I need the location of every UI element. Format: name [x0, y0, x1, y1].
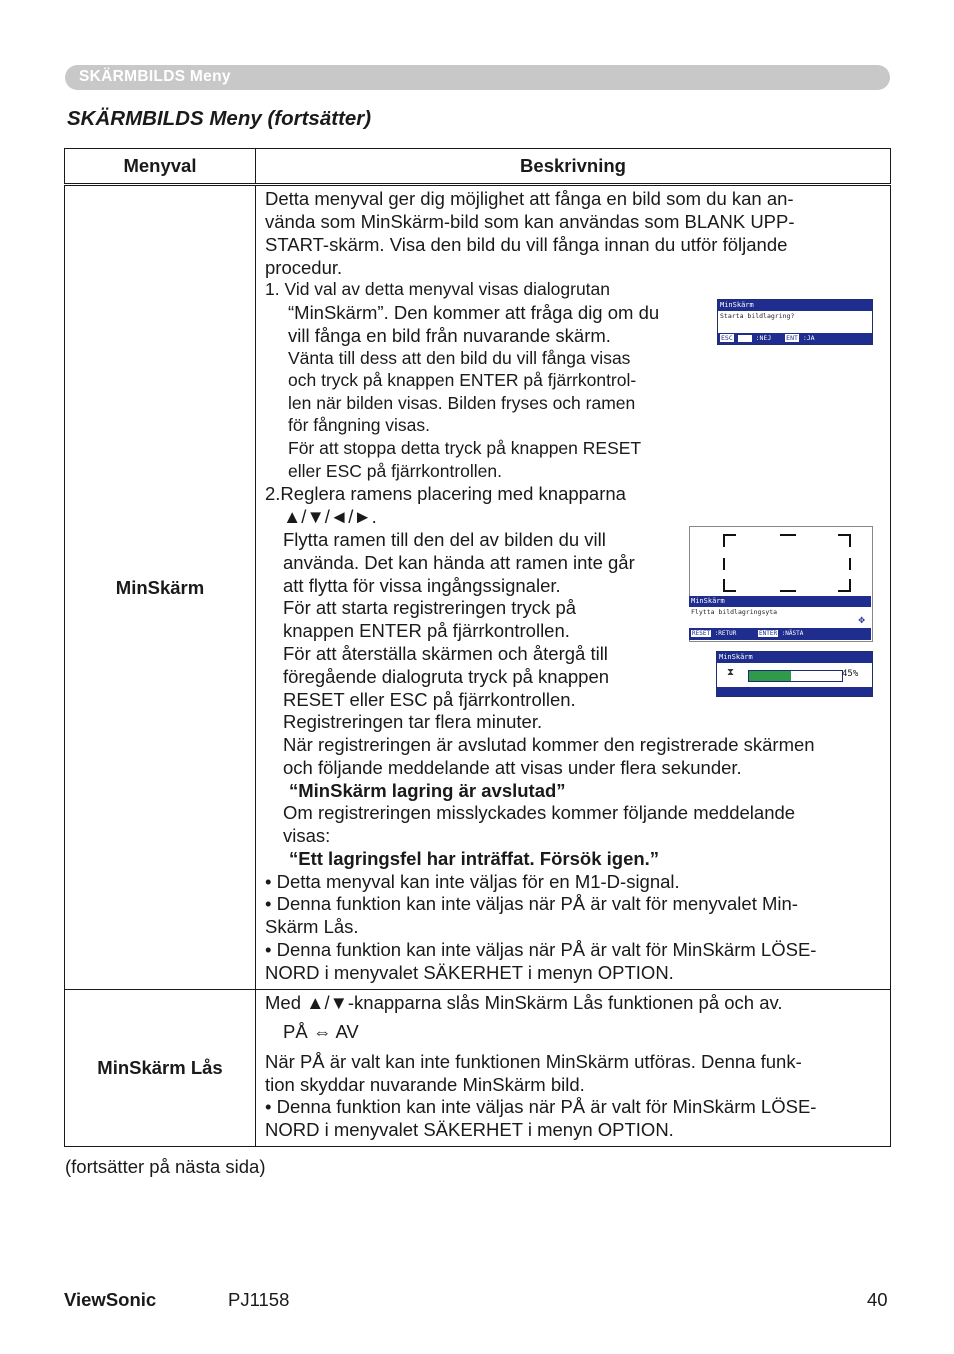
return-key-icon — [738, 335, 752, 342]
desc-line: RESET eller ESC på fjärrkontrollen. — [283, 689, 576, 710]
desc-line: PÅ ⇔ AV — [283, 1021, 359, 1042]
desc-line: eller ESC på fjärrkontrollen. — [288, 461, 502, 481]
desc-line: procedur. — [265, 257, 343, 278]
osd-capture-dialog — [717, 299, 873, 345]
osd-next-label: :NÄSTA — [781, 630, 804, 637]
osd-esc-key: ESC — [721, 334, 733, 342]
osd-move-dialog — [689, 596, 871, 640]
progress-fill — [749, 671, 791, 681]
page-number: 40 — [867, 1289, 888, 1310]
osd-button-bar — [718, 333, 872, 344]
desc-line: 1. Vid val av detta menyval visas dialogrutan — [265, 279, 611, 299]
row-desc-minskarm — [256, 185, 891, 990]
desc-line: vill fånga en bild från nuvarande skärm. — [288, 325, 611, 346]
desc-line: • Denna funktion kan inte väljas när PÅ är valt för MinSkärm LÖSE- — [265, 939, 817, 960]
desc-line: “MinSkärm lagring är avslutad” — [289, 780, 566, 801]
osd-prompt: Starta bildlagring? — [720, 312, 795, 320]
osd-frame-preview — [689, 526, 873, 642]
desc-line: Flytta ramen till den del av bilden du vill — [283, 529, 606, 550]
desc-line: tion skyddar nuvarande MinSkärm bild. — [265, 1074, 585, 1095]
desc-line: Om registreringen misslyckades kommer följande meddelande — [283, 802, 796, 823]
osd-ent-key: ENT — [786, 334, 798, 342]
col-header-description: Beskrivning — [256, 149, 891, 185]
osd-bottom-bar — [717, 687, 872, 696]
osd-back-label: :RETUR — [714, 630, 737, 637]
desc-line: För att återställa skärmen och återgå till — [283, 643, 608, 664]
desc-line: ▲/▼/◄/►. — [283, 506, 377, 527]
desc-line: Vänta till dess att den bild du vill fånga visas — [288, 348, 631, 368]
desc-line: NORD i menyvalet SÄKERHET i menyn OPTION. — [265, 1119, 674, 1140]
desc-line: • Denna funktion kan inte väljas när PÅ är valt för menyvalet Min- — [265, 893, 798, 914]
progress-track — [748, 670, 843, 682]
footer-model: PJ1158 — [228, 1289, 290, 1310]
row-desc-minskarm-las — [256, 990, 891, 1147]
osd-title: MinSkärm — [717, 652, 872, 663]
capture-frame-corners — [690, 527, 872, 597]
osd-title: MinSkärm — [689, 596, 871, 607]
desc-line: “Ett lagringsfel har inträffat. Försök igen.” — [289, 848, 660, 869]
desc-line: • Denna funktion kan inte väljas när PÅ är valt för MinSkärm LÖSE- — [265, 1096, 817, 1117]
desc-line: “MinSkärm”. Den kommer att fråga dig om du — [288, 302, 660, 323]
osd-no-label: :NEJ — [755, 334, 772, 342]
desc-line: använda. Det kan hända att ramen inte går — [283, 552, 635, 573]
row-label-minskarm-las: MinSkärm Lås — [65, 990, 256, 1147]
row-label-minskarm: MinSkärm — [65, 185, 256, 990]
hourglass-icon: ⧗ — [727, 667, 735, 678]
desc-line: knappen ENTER på fjärrkontrollen. — [283, 620, 570, 641]
desc-line: föregående dialogruta tryck på knappen — [283, 666, 610, 687]
desc-line: För att starta registreringen tryck på — [283, 597, 577, 618]
desc-line: vända som MinSkärm-bild som kan användas som BLANK UPP- — [265, 211, 795, 232]
desc-line: Registreringen tar flera minuter. — [283, 711, 543, 732]
desc-line: och följande meddelande att visas under flera sekunder. — [283, 757, 742, 778]
section-title: SKÄRMBILDS Meny (fortsätter) — [67, 107, 372, 130]
osd-enter-key: ENTER — [759, 630, 778, 637]
desc-line: • Detta menyval kan inte väljas för en M1-D-signal. — [265, 871, 680, 892]
desc-line: För att stoppa detta tryck på knappen RESET — [288, 438, 642, 458]
col-header-menu: Menyval — [65, 149, 256, 185]
desc-line: visas: — [283, 825, 331, 846]
desc-line: När PÅ är valt kan inte funktionen MinSkärm utföras. Denna funk- — [265, 1051, 802, 1072]
pill-label: SKÄRMBILDS Meny — [79, 68, 231, 85]
footer-brand: ViewSonic — [64, 1289, 157, 1310]
desc-line: Med ▲/▼-knapparna slås MinSkärm Lås funktionen på och av. — [265, 992, 783, 1013]
desc-line: NORD i menyvalet SÄKERHET i menyn OPTION. — [265, 962, 674, 983]
desc-line: för fångning visas. — [288, 415, 431, 435]
desc-line: Skärm Lås. — [265, 916, 359, 937]
continued-note: (fortsätter på nästa sida) — [65, 1156, 266, 1177]
osd-progress-dialog — [716, 651, 873, 697]
desc-line: och tryck på knappen ENTER på fjärrkontrol- — [288, 370, 637, 390]
desc-line: att flytta för vissa ingångssignaler. — [283, 575, 561, 596]
section-header-pill — [65, 65, 890, 90]
osd-button-bar — [689, 628, 871, 640]
desc-line: Detta menyval ger dig möjlighet att fånga en bild som du kan an- — [265, 188, 794, 209]
osd-yes-label: :JA — [802, 334, 815, 342]
desc-line: När registreringen är avslutad kommer den registrerade skärmen — [283, 734, 815, 755]
desc-line: len när bilden visas. Bilden fryses och ramen — [288, 393, 636, 413]
osd-move-text: Flytta bildlagringsyta — [691, 608, 778, 616]
menu-table — [64, 148, 891, 1147]
progress-percent: 45% — [842, 669, 859, 679]
move-arrows-icon: ✥ — [858, 613, 865, 626]
desc-line: START-skärm. Visa den bild du vill fånga innan du utför följande — [265, 234, 788, 255]
osd-title: MinSkärm — [718, 300, 872, 311]
desc-line: 2.Reglera ramens placering med knapparna — [265, 483, 626, 504]
osd-reset-key: RESET — [692, 630, 711, 637]
